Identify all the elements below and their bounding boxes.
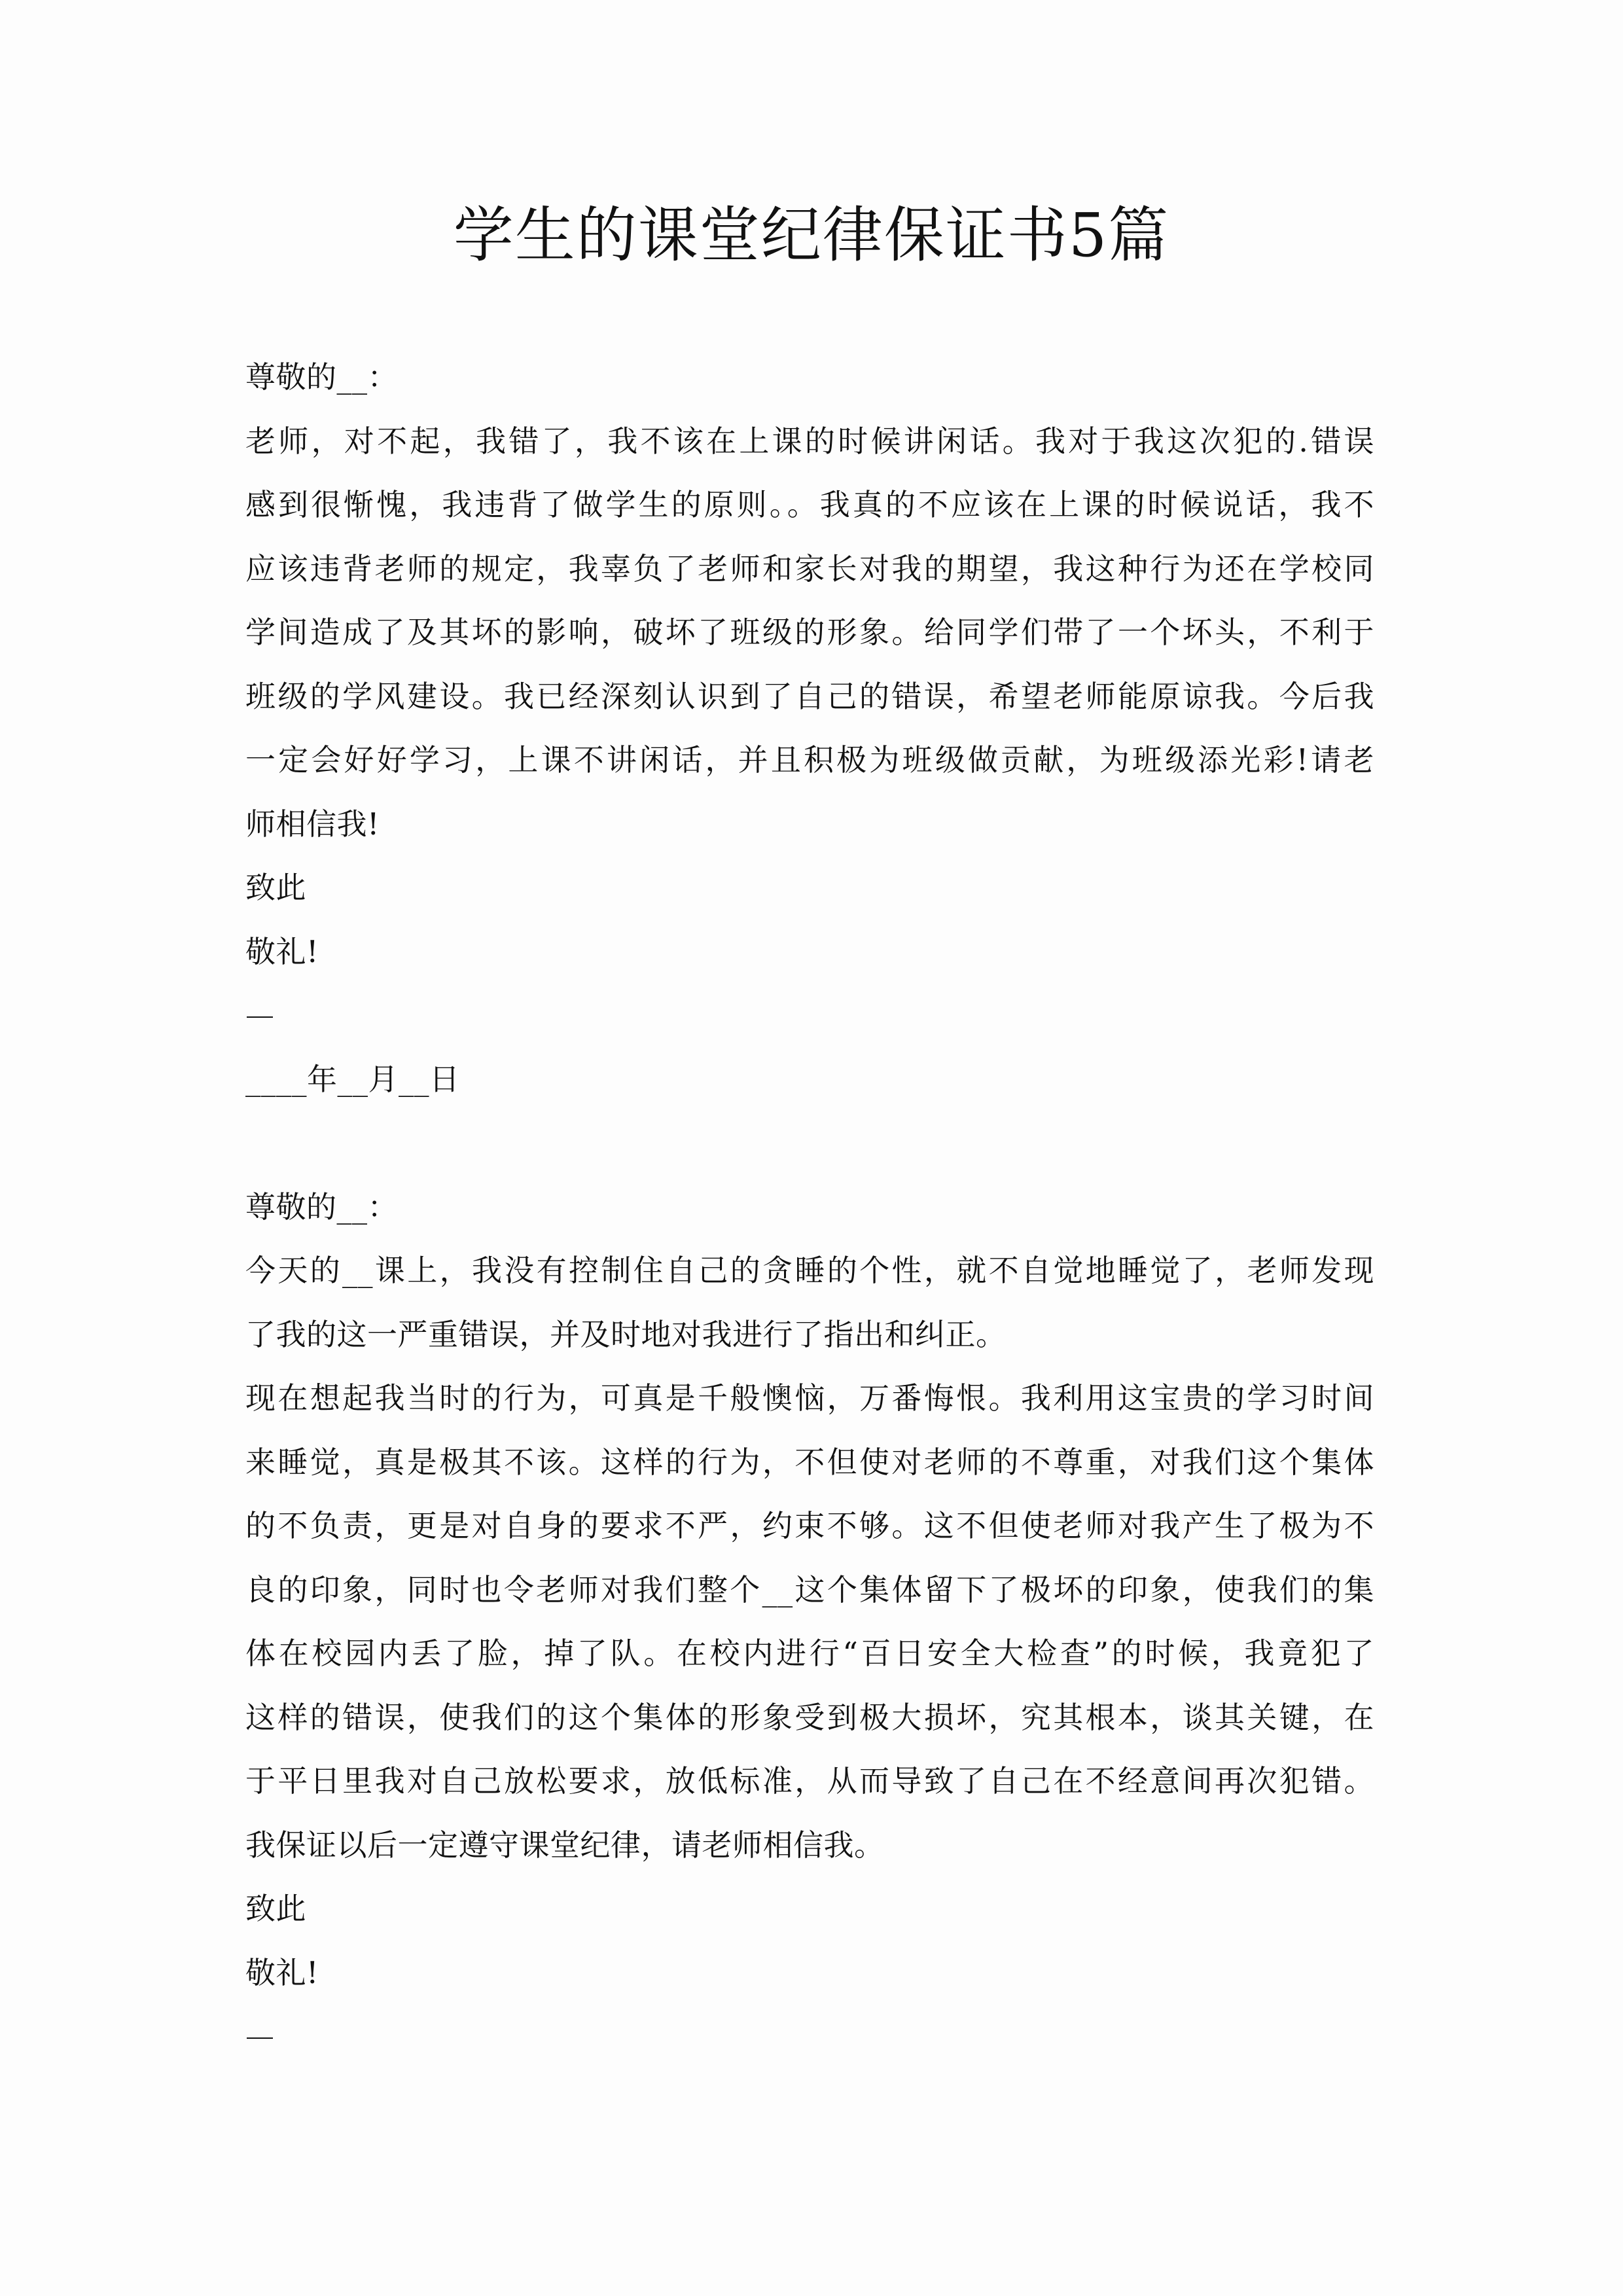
- letter-2-line: 现在想起我当时的行为，可真是千般懊恼，万番悔恨。我利用这宝贵的学习时间: [245, 1380, 1374, 1416]
- letter-2-signature-blank: [245, 2005, 1384, 2069]
- letter-2-regards: 敬礼!: [245, 1954, 319, 1990]
- letter-1-date: ____年__月__日: [245, 1061, 460, 1097]
- letter-1-signature-blank: [245, 984, 1384, 1048]
- letter-2-line: 良的印象，同时也令老师对我们整个__这个集体留下了极坏的印象，使我们的集: [245, 1571, 1374, 1607]
- signature-line: [247, 1016, 273, 1018]
- letter-2-line: 的不负责，更是对自身的要求不严，约束不够。这不但使老师对我产生了极为不: [245, 1508, 1374, 1543]
- letter-2-closing: 致此: [245, 1891, 306, 1926]
- letter-2-line: 来睡觉，真是极其不该。这样的行为，不但使对老师的不尊重，对我们这个集体: [245, 1444, 1374, 1480]
- letter-1-regards: 敬礼!: [245, 933, 319, 969]
- letter-1-line: 班级的学风建设。我已经深刻认识到了自己的错误，希望老师能原谅我。今后我: [245, 678, 1374, 714]
- letter-1-line: 学间造成了及其坏的影响，破坏了班级的形象。给同学们带了一个坏头，不利于: [245, 615, 1374, 650]
- letter-2-line: 于平日里我对自己放松要求，放低标准，从而导致了自己在不经意间再次犯错。: [245, 1763, 1374, 1799]
- letter-1-line: 师相信我!: [245, 806, 380, 842]
- letter-1-line: 应该违背老师的规定，我辜负了老师和家长对我的期望，我这种行为还在学校同: [245, 550, 1374, 586]
- signature-line: [247, 2037, 273, 2039]
- letter-2-line: 了我的这一严重错误，并及时地对我进行了指出和纠正。: [245, 1316, 1007, 1352]
- letter-2-line: 今天的__课上，我没有控制住自己的贪睡的个性，就不自觉地睡觉了，老师发现: [245, 1253, 1374, 1288]
- letter-1-line: 老师，对不起，我错了，我不该在上课的时候讲闲话。我对于我这次犯的.错误: [245, 423, 1374, 459]
- document-title: 学生的课堂纪律保证书5篇: [453, 200, 1170, 270]
- letter-1-salutation: 尊敬的__：: [245, 359, 398, 395]
- letter-separator: [245, 1111, 1384, 1175]
- document-body: [245, 346, 1384, 2069]
- letter-2-salutation: 尊敬的__：: [245, 1189, 398, 1225]
- letter-2-line: 我保证以后一定遵守课堂纪律，请老师相信我。: [245, 1827, 885, 1863]
- letter-1-line: 一定会好好学习，上课不讲闲话，并且积极为班级做贡献，为班级添光彩!请老: [245, 742, 1374, 778]
- letter-2-line: 体在校园内丢了脸，掉了队。在校内进行“百日安全大检查”的时候，我竟犯了: [245, 1636, 1374, 1671]
- letter-2-line: 这样的错误，使我们的这个集体的形象受到极大损坏，究其根本，谈其关键，在: [245, 1699, 1374, 1735]
- letter-1-closing: 致此: [245, 870, 306, 905]
- letter-1-line: 感到很惭愧，我违背了做学生的原则。。我真的不应该在上课的时候说话，我不: [245, 487, 1374, 522]
